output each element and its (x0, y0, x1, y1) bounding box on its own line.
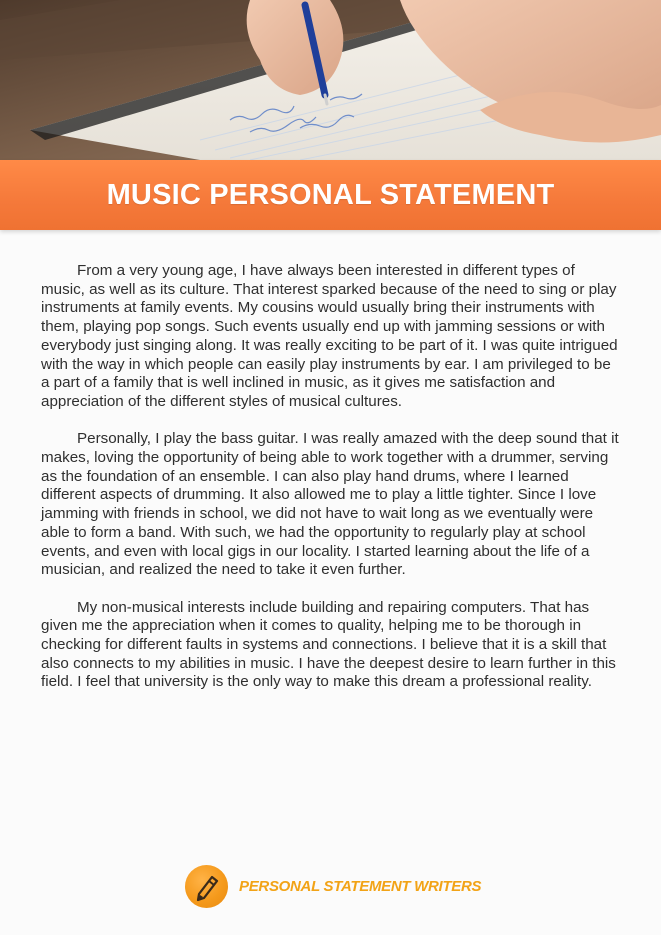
paragraph: From a very young age, I have always been interested in different types of music, as well as its culture. That interest sparked because of the need to sing or play instruments at family events. My cousins would usually bring their instruments with them, playing pop songs. Such events usually end up with jamming sessions or with everybody just singing along. It was really exciting to be part of it. I was quite intrigued with the way in which people can easily play instruments by ear. I am privileged to be a part of a family that is well inclined in music, as it gives me satisfaction and appreciation of the different styles of musical cultures. (41, 262, 618, 410)
pencil-icon (185, 865, 228, 908)
footer-brand[interactable] (185, 864, 481, 908)
hand-writing-in-notebook-photo (0, 0, 661, 160)
brand-name: PERSONAL STATEMENT WRITERS (239, 877, 482, 895)
paragraph: My non-musical interests include building and repairing computers. That has given me the appreciation when it comes to quality, helping me to be thorough in checking for different faults in systems and connections. I believe that it is a skill that also connects to my abilities in music. I have the deepest desire to learn further in this field. I feel that university is the only way to make this dream a professional reality. (41, 598, 616, 691)
page-title: MUSIC PERSONAL STATEMENT (106, 178, 555, 211)
paragraph: Personally, I play the bass guitar. I was really amazed with the deep sound that it makes, loving the opportunity of being able to work together with a drummer, serving as the foundation of an ensemble. I can also play hand drums, where I learned different aspects of drumming. It also allowed me to play a little tighter. Since I love jamming with friends in school, we did not have to wait long as we eventually were able to form a band. With such, we had the opportunity to regularly play at school events, and even with local gigs in our locality. I started learning about the life of a musician, and realized the need to take it even further. (41, 430, 619, 579)
brand-logo (185, 865, 228, 908)
title-banner (0, 160, 661, 230)
hero-image (0, 0, 661, 160)
statement-body (41, 262, 621, 711)
